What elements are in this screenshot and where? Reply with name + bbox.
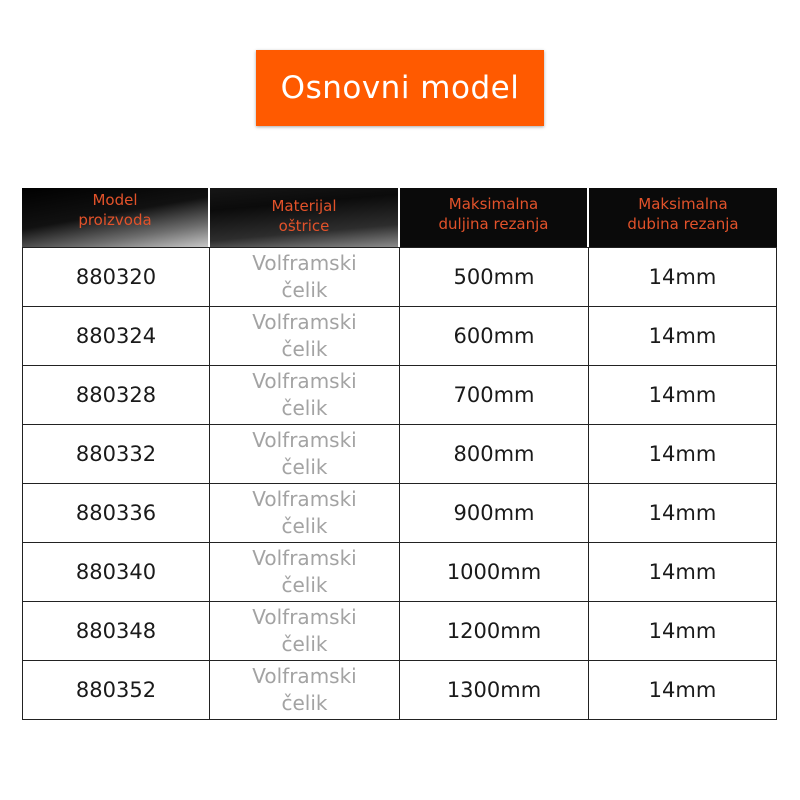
header-length (400, 188, 589, 247)
table-row (22, 307, 777, 366)
cell-material-text: Volframski čelik (252, 664, 357, 715)
cell-model: 880340 (22, 543, 210, 602)
header-material (210, 188, 400, 247)
table-row (22, 484, 777, 543)
cell-depth: 14mm (589, 602, 777, 661)
table-row (22, 543, 777, 602)
table-header (22, 188, 777, 247)
cell-depth: 14mm (589, 366, 777, 425)
cell-material (210, 425, 400, 484)
title-banner (256, 50, 544, 126)
cell-material (210, 247, 400, 307)
cell-model: 880324 (22, 307, 210, 366)
cell-model: 880348 (22, 602, 210, 661)
page-title: Osnovni model (280, 70, 520, 106)
cell-material (210, 543, 400, 602)
cell-length: 900mm (400, 484, 589, 543)
table-row (22, 366, 777, 425)
cell-material-text: Volframski čelik (252, 487, 357, 538)
cell-material (210, 602, 400, 661)
header-row (22, 188, 777, 247)
cell-length: 1300mm (400, 661, 589, 720)
cell-model: 880320 (22, 247, 210, 307)
table-body (22, 247, 777, 720)
cell-depth: 14mm (589, 484, 777, 543)
header-depth (589, 188, 777, 247)
cell-model: 880336 (22, 484, 210, 543)
cell-material-text: Volframski čelik (252, 251, 357, 302)
header-model (22, 188, 210, 247)
spec-table (22, 188, 777, 720)
cell-model: 880332 (22, 425, 210, 484)
cell-material-text: Volframski čelik (252, 369, 357, 420)
cell-depth: 14mm (589, 661, 777, 720)
cell-depth: 14mm (589, 307, 777, 366)
cell-length: 600mm (400, 307, 589, 366)
cell-material (210, 307, 400, 366)
cell-length: 1200mm (400, 602, 589, 661)
cell-material (210, 661, 400, 720)
cell-depth: 14mm (589, 543, 777, 602)
cell-length: 500mm (400, 247, 589, 307)
cell-length: 700mm (400, 366, 589, 425)
cell-material (210, 484, 400, 543)
cell-model: 880328 (22, 366, 210, 425)
header-material-label: Materijal oštrice (271, 196, 337, 235)
cell-material-text: Volframski čelik (252, 605, 357, 656)
cell-length: 1000mm (400, 543, 589, 602)
cell-length: 800mm (400, 425, 589, 484)
header-model-label: Model proizvoda (78, 190, 152, 229)
table-row (22, 425, 777, 484)
cell-material-text: Volframski čelik (252, 310, 357, 361)
table-row (22, 661, 777, 720)
cell-depth: 14mm (589, 247, 777, 307)
table-row (22, 247, 777, 307)
header-depth-label: Maksimalna dubina rezanja (627, 194, 739, 233)
cell-depth: 14mm (589, 425, 777, 484)
cell-model: 880352 (22, 661, 210, 720)
cell-material-text: Volframski čelik (252, 428, 357, 479)
cell-material (210, 366, 400, 425)
cell-material-text: Volframski čelik (252, 546, 357, 597)
table-row (22, 602, 777, 661)
header-length-label: Maksimalna duljina rezanja (438, 194, 549, 233)
